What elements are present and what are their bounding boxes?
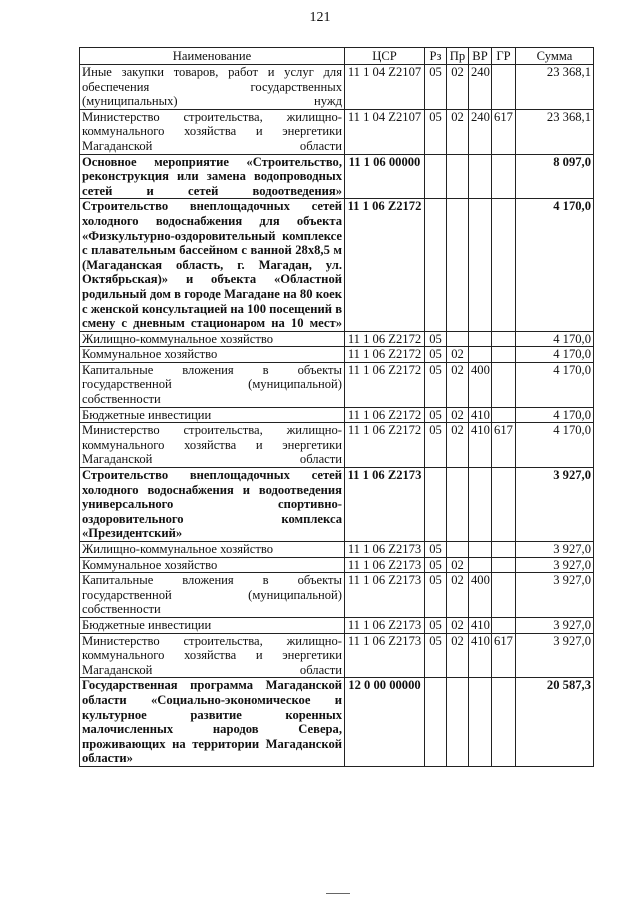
cell-name: Строительство внеплощадочных сетей холодного водоснабжения и водоотведения универсального спортивно-оздоровительного комплекса «Президентский» (80, 468, 345, 542)
cell-csr: 12 0 00 00000 (345, 678, 425, 767)
cell-csr: 11 1 06 Z2172 (345, 331, 425, 347)
cell-pr: 02 (447, 65, 469, 110)
table-row (80, 423, 594, 468)
cell-rz: 05 (425, 331, 447, 347)
cell-gr (492, 199, 516, 331)
cell-pr (447, 154, 469, 199)
cell-pr: 02 (447, 407, 469, 423)
cell-vr (469, 678, 492, 767)
cell-gr: 617 (492, 109, 516, 154)
cell-sum: 4 170,0 (516, 199, 594, 331)
cell-pr: 02 (447, 347, 469, 363)
cell-name: Жилищно-коммунальное хозяйство (80, 542, 345, 558)
cell-vr (469, 331, 492, 347)
cell-gr (492, 347, 516, 363)
cell-vr (469, 347, 492, 363)
cell-csr: 11 1 06 Z2172 (345, 407, 425, 423)
page-number: 121 (309, 10, 331, 25)
header-rz: Рз (425, 48, 447, 65)
cell-sum: 8 097,0 (516, 154, 594, 199)
budget-table (79, 47, 594, 767)
cell-pr: 02 (447, 557, 469, 573)
cell-sum: 4 170,0 (516, 407, 594, 423)
cell-rz: 05 (425, 65, 447, 110)
cell-name: Жилищно-коммунальное хозяйство (80, 331, 345, 347)
header-pr: Пр (447, 48, 469, 65)
cell-vr: 240 (469, 65, 492, 110)
header-name: Наименование (80, 48, 345, 65)
cell-csr: 11 1 06 00000 (345, 154, 425, 199)
cell-sum: 3 927,0 (516, 557, 594, 573)
table-row (80, 573, 594, 618)
cell-gr: 617 (492, 423, 516, 468)
cell-gr (492, 331, 516, 347)
cell-pr (447, 678, 469, 767)
table-row (80, 65, 594, 110)
cell-csr: 11 1 06 Z2173 (345, 573, 425, 618)
cell-gr (492, 542, 516, 558)
cell-sum: 3 927,0 (516, 573, 594, 618)
cell-csr: 11 1 04 Z2107 (345, 65, 425, 110)
cell-gr (492, 65, 516, 110)
table-row (80, 154, 594, 199)
cell-name: Бюджетные инвестиции (80, 407, 345, 423)
cell-sum: 4 170,0 (516, 331, 594, 347)
cell-rz (425, 468, 447, 542)
cell-csr: 11 1 06 Z2173 (345, 633, 425, 678)
cell-gr (492, 573, 516, 618)
table-body (80, 65, 594, 767)
cell-pr (447, 468, 469, 542)
cell-gr (492, 154, 516, 199)
table-row (80, 633, 594, 678)
cell-name: Капитальные вложения в объекты государственной (муниципальной) собственности (80, 573, 345, 618)
cell-sum: 3 927,0 (516, 633, 594, 678)
cell-name: Строительство внеплощадочных сетей холодного водоснабжения для объекта «Физкультурно-оздоровительный комплексе с плавательным бассейном с ванной 28х8,5 м (Магаданская область, г. Магадан, ул. Октябрьская)» и объекта «Областной родильный дом в городе Магадане на 80 коек с женской консультацией на 100 посещений в смену с дневным стационаром на 10 мест» (80, 199, 345, 331)
cell-sum: 4 170,0 (516, 362, 594, 407)
table-row (80, 678, 594, 767)
cell-name: Капитальные вложения в объекты государственной (муниципальной) собственности (80, 362, 345, 407)
cell-name: Министерство строительства, жилищно-коммунального хозяйства и энергетики Магаданской области (80, 423, 345, 468)
cell-vr (469, 154, 492, 199)
cell-rz (425, 199, 447, 331)
cell-gr (492, 407, 516, 423)
cell-gr (492, 468, 516, 542)
cell-sum: 3 927,0 (516, 617, 594, 633)
cell-pr (447, 199, 469, 331)
cell-pr: 02 (447, 109, 469, 154)
cell-pr (447, 542, 469, 558)
footer-mark (326, 893, 350, 894)
cell-rz: 05 (425, 347, 447, 363)
cell-sum: 3 927,0 (516, 468, 594, 542)
cell-csr: 11 1 06 Z2173 (345, 557, 425, 573)
cell-gr (492, 678, 516, 767)
cell-pr: 02 (447, 617, 469, 633)
cell-rz: 05 (425, 407, 447, 423)
cell-sum: 23 368,1 (516, 109, 594, 154)
table-row (80, 407, 594, 423)
cell-gr: 617 (492, 633, 516, 678)
cell-rz: 05 (425, 617, 447, 633)
cell-csr: 11 1 06 Z2172 (345, 199, 425, 331)
table-row (80, 362, 594, 407)
cell-rz (425, 678, 447, 767)
cell-name: Бюджетные инвестиции (80, 617, 345, 633)
cell-vr: 410 (469, 617, 492, 633)
cell-gr (492, 557, 516, 573)
cell-pr: 02 (447, 423, 469, 468)
cell-pr (447, 331, 469, 347)
cell-rz: 05 (425, 423, 447, 468)
cell-rz: 05 (425, 633, 447, 678)
cell-gr (492, 362, 516, 407)
cell-sum: 4 170,0 (516, 347, 594, 363)
table-row (80, 617, 594, 633)
cell-name: Иные закупки товаров, работ и услуг для обеспечения государственных (муниципальных) нужд (80, 65, 345, 110)
cell-csr: 11 1 06 Z2173 (345, 617, 425, 633)
cell-csr: 11 1 06 Z2173 (345, 542, 425, 558)
table-row (80, 468, 594, 542)
cell-csr: 11 1 06 Z2173 (345, 468, 425, 542)
cell-rz: 05 (425, 109, 447, 154)
cell-gr (492, 617, 516, 633)
cell-vr (469, 557, 492, 573)
cell-sum: 23 368,1 (516, 65, 594, 110)
cell-csr: 11 1 06 Z2172 (345, 362, 425, 407)
table-row (80, 557, 594, 573)
cell-vr: 400 (469, 362, 492, 407)
cell-rz: 05 (425, 542, 447, 558)
cell-name: Коммунальное хозяйство (80, 347, 345, 363)
cell-vr: 410 (469, 407, 492, 423)
cell-csr: 11 1 04 Z2107 (345, 109, 425, 154)
header-csr: ЦСР (345, 48, 425, 65)
cell-name: Коммунальное хозяйство (80, 557, 345, 573)
cell-rz: 05 (425, 557, 447, 573)
table-row (80, 199, 594, 331)
table-row (80, 331, 594, 347)
cell-vr (469, 542, 492, 558)
table-row (80, 109, 594, 154)
cell-sum: 3 927,0 (516, 542, 594, 558)
cell-vr: 240 (469, 109, 492, 154)
table-row (80, 347, 594, 363)
cell-csr: 11 1 06 Z2172 (345, 423, 425, 468)
header-sum: Сумма (516, 48, 594, 65)
cell-vr (469, 199, 492, 331)
cell-pr: 02 (447, 362, 469, 407)
cell-name: Основное мероприятие «Строительство, реконструкция или замена водопроводных сетей и сетей водоотведения» (80, 154, 345, 199)
cell-rz: 05 (425, 362, 447, 407)
cell-vr: 410 (469, 423, 492, 468)
cell-csr: 11 1 06 Z2172 (345, 347, 425, 363)
table-row (80, 542, 594, 558)
table-header-row (80, 48, 594, 65)
cell-pr: 02 (447, 633, 469, 678)
cell-vr: 410 (469, 633, 492, 678)
cell-name: Государственная программа Магаданской области «Социально-экономическое и культурное развитие коренных малочисленных народов Севера, проживающих на территории Магаданской области» (80, 678, 345, 767)
cell-vr (469, 468, 492, 542)
header-vr: ВР (469, 48, 492, 65)
cell-rz (425, 154, 447, 199)
cell-pr: 02 (447, 573, 469, 618)
cell-sum: 20 587,3 (516, 678, 594, 767)
cell-rz: 05 (425, 573, 447, 618)
cell-vr: 400 (469, 573, 492, 618)
header-gr: ГР (492, 48, 516, 65)
cell-sum: 4 170,0 (516, 423, 594, 468)
cell-name: Министерство строительства, жилищно-коммунального хозяйства и энергетики Магаданской области (80, 109, 345, 154)
cell-name: Министерство строительства, жилищно-коммунального хозяйства и энергетики Магаданской области (80, 633, 345, 678)
